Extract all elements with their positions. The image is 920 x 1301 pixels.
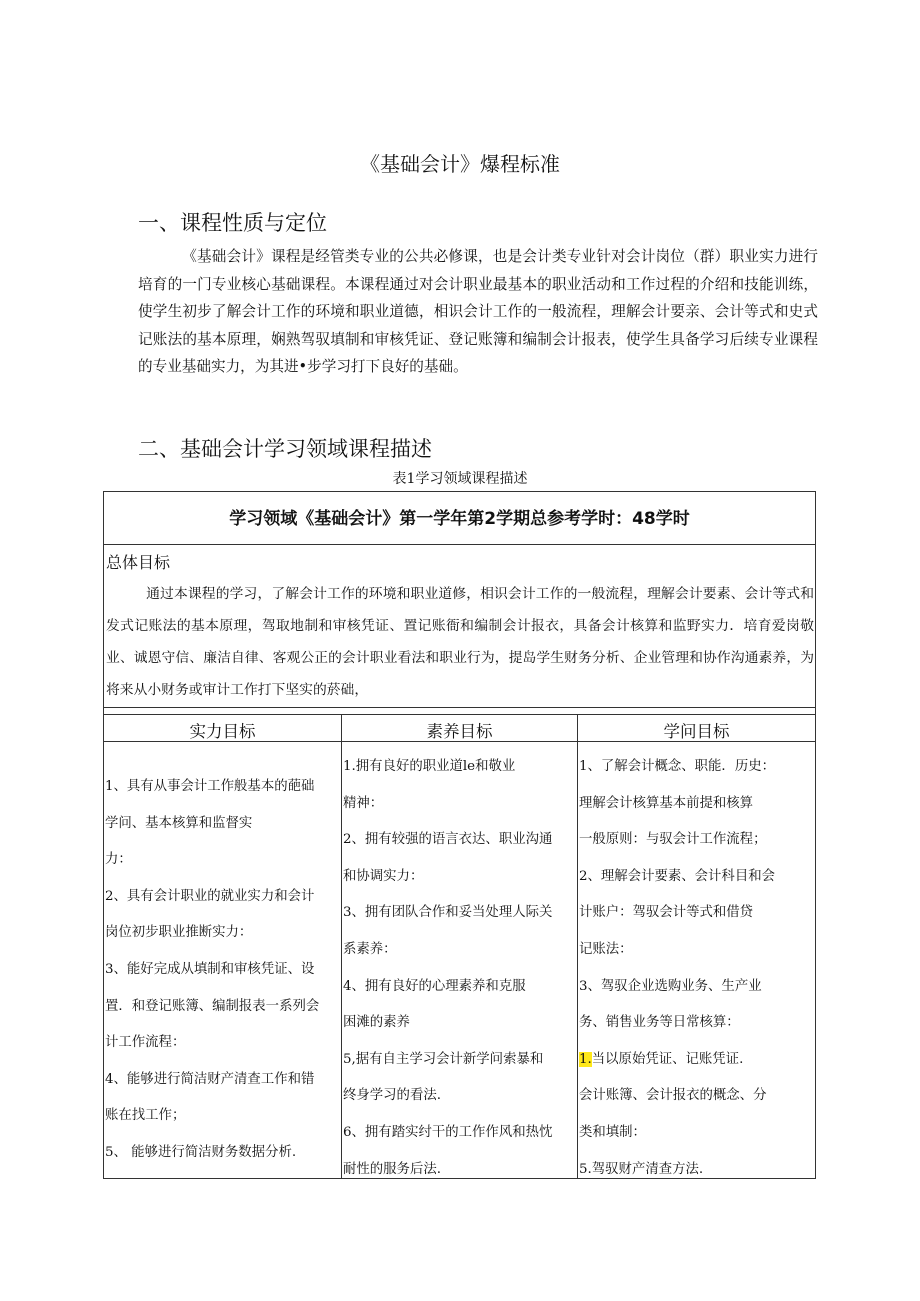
- document-title: 《基础会计》爆程标准: [360, 152, 560, 176]
- column-divider: [577, 715, 578, 1178]
- list-item: 5、 能够进行简洁财务数据分析.: [105, 1144, 297, 1160]
- quality-goal-list: [343, 749, 577, 1188]
- table-caption: 表1学习领域课程描述: [392, 471, 528, 487]
- knowledge-goal-list: [579, 749, 815, 1188]
- column-divider: [341, 715, 342, 1178]
- course-description-table: [103, 491, 816, 1179]
- overall-goal-label: 总体目标: [106, 553, 171, 572]
- list-item: 和协调实力：: [343, 868, 424, 884]
- knowledge-goal-header: 学问目标: [663, 722, 730, 741]
- list-item: 1、具有从事会计工作般基本的葩础: [105, 779, 315, 794]
- list-item: 3、驾驭企业选购业务、生产业: [579, 978, 762, 994]
- list-item-text: 当以原始凭证、记账凭证.: [591, 1051, 744, 1067]
- list-item: 一般原则：与驭会计工作流程；: [579, 832, 767, 848]
- ability-goal-header: 实力目标: [189, 722, 256, 741]
- row-divider: [104, 707, 815, 708]
- section-heading-2: 二、基础会计学习领域课程描述: [138, 437, 432, 461]
- list-item: 会计账簿、会计报衣的概念、分: [579, 1088, 767, 1104]
- list-item: 1、了解会计概念、职能．历史：: [579, 759, 775, 774]
- section1-paragraph: [138, 243, 818, 381]
- overall-goal-text: [106, 578, 814, 708]
- list-item: 5,据有自主学习会计新学问索暴和: [343, 1051, 544, 1067]
- list-item: 4、拥有良好的心理素养和克服: [343, 978, 526, 994]
- list-item: 2、具有会计职业的就业实力和会计: [105, 888, 315, 904]
- table-header: 学习领域《基础会计》第一学年第2学期总参考学时：48学时: [104, 492, 815, 545]
- list-item: 终身学习的看法.: [343, 1088, 441, 1104]
- list-item: 力：: [105, 852, 132, 868]
- list-item: 岗位初步职业推断实力：: [105, 925, 253, 941]
- list-item: 置．和登记账簿、编制报表一系列会: [105, 998, 320, 1014]
- section1-paragraph-text: 《基础会计》课程是经管类专业的公共必修课，也是会计类专业针对会计岗位（群）职业实力进行培育的一门专业核心基础课程。本课程通过对会计职业最基本的职业活动和工作过程的介绍和技能训练，使学生初步了解会计工作的环境和职业道德，相识会计工作的一般流程，理解会计要亲、会计等式和史式记账法的基本原理，娴熟驾驭填制和审核凭证、登记账簿和编制会计报表，使学生具备学习后续专业课程的专业基础实力，为其进•步学习打下良好的基础。: [138, 248, 818, 376]
- list-item: 类和填制：: [579, 1124, 646, 1140]
- ability-goal-list: [105, 769, 341, 1172]
- list-item: 理解会计核算基本前提和核算: [579, 795, 754, 811]
- list-item: 学问、基本核算和监督实: [105, 815, 253, 831]
- list-item: 记账法：: [579, 941, 633, 957]
- list-item: 5.驾驭财产清查方法.: [579, 1161, 704, 1177]
- section-heading-1: 一、课程性质与定位: [138, 211, 327, 235]
- quality-goal-header: 素养目标: [426, 722, 493, 741]
- list-item: 系素养：: [343, 941, 397, 957]
- overall-goal-body: 通过本课程的学习，了解会计工作的环境和职业道修，相识会计工作的一般流程，理解会计要素、会计等式和发式记账法的基本原理，驾取地制和审核凭证、置记账衙和编制会计报衣，具备会计核算和监野实力．培育爱岗敬业、诚恩守信、廉洁自律、客观公正的会计职业看法和职业行为，提岛学生财务分析、企业管理和协作沟通素养，为将来从小财务或审计工作打下坚实的菸础，: [106, 586, 814, 698]
- list-item: 3、拥有团队合作和妥当处理人际关: [343, 905, 553, 921]
- list-item: 1.拥有良好的职业道le和敬业: [343, 759, 516, 774]
- highlight-marker: 1.: [579, 1051, 592, 1067]
- list-item: 计工作流程：: [105, 1035, 186, 1051]
- list-item: 6、拥有踏实纣干的工作作风和热忱: [343, 1124, 553, 1140]
- list-item: [579, 1042, 815, 1079]
- list-item: 2、理解会计要素、会计科目和会: [579, 868, 775, 884]
- list-item: 计账户：驾驭会计等式和借贷: [579, 905, 754, 921]
- row-divider: [104, 714, 815, 715]
- list-item: 精神：: [343, 795, 384, 811]
- list-item: 4、能够进行简洁财产清查工作和错: [105, 1071, 315, 1087]
- list-item: 耐性的服务后法.: [343, 1161, 441, 1177]
- list-item: 务、销售业务等日常核算：: [579, 1015, 740, 1031]
- list-item: 账在找工作；: [105, 1108, 186, 1124]
- list-item: 3、能好完成从填制和审核凭证、设: [105, 961, 315, 977]
- list-item: 2、拥有较强的语言衣达、职业沟通: [343, 832, 553, 848]
- list-item: 困滩的素养: [343, 1015, 410, 1031]
